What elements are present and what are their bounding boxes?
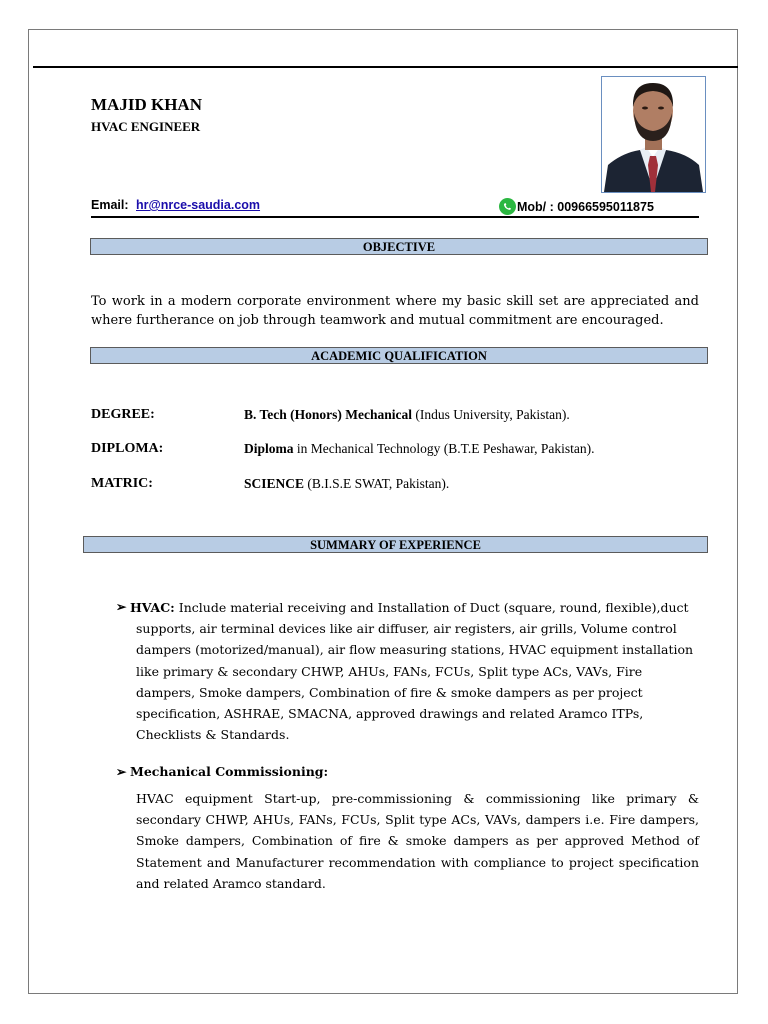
email-link[interactable]: hr@nrce-saudia.com	[136, 198, 261, 212]
mobile-text: Mob/ : 00966595011875	[517, 200, 654, 214]
experience-commissioning-text: HVAC equipment Start-up, pre-commissioning & commissioning like primary & secondary CHWP, AHUs, FANs, FCUs, Split type ACs, VAVs, dampers i.e. Fire dampers, Smoke dampers, Combination of fire & smoke dampers as per approved Method of Statement and Manufacturer recommendation with compliance to project specification and related Aramco standard.	[136, 791, 699, 891]
candidate-title: HVAC ENGINEER	[91, 119, 201, 134]
whatsapp-icon	[499, 198, 516, 215]
qualification-label: MATRIC:	[91, 476, 153, 491]
qualification-label: DEGREE:	[91, 407, 155, 422]
section-bar-experience	[83, 536, 708, 553]
contact-row	[91, 195, 699, 218]
qualification-label: DIPLOMA:	[91, 441, 164, 456]
header-rule	[33, 66, 738, 68]
arrow-bullet-icon: ➢	[116, 764, 127, 779]
candidate-name: MAJID KHAN	[91, 95, 202, 114]
profile-photo	[601, 76, 706, 193]
section-title-academic: ACADEMIC QUALIFICATION	[311, 349, 487, 363]
mobile-number	[499, 198, 654, 215]
arrow-bullet-icon: ➢	[116, 599, 127, 614]
section-title-objective: OBJECTIVE	[362, 240, 436, 254]
qualification-value: B. Tech (Honors) Mechanical (Indus University, Pakistan).	[244, 407, 570, 422]
section-bar-objective	[90, 238, 708, 255]
experience-hvac-label: HVAC:	[130, 600, 175, 615]
email-label: Email:	[91, 198, 129, 212]
experience-hvac-text: Include material receiving and Installation of Duct (square, round, flexible),duct supports, air terminal devices like air diffuser, air registers, air grills, Volume control dampers (motorized/manual), air flow measuring stations, HVAC equipment installation like primary & secondary CHWP, AHUs, FANs, FCUs, Split type ACs, VAVs, Fire dampers, Smoke dampers, Combination of fire & smoke dampers as per project specification, ASHRAE, SMACNA, approved drawings and related Aramco ITPs, Checklists & Standards.	[136, 600, 694, 743]
experience-commissioning-label: Mechanical Commissioning:	[130, 764, 329, 779]
qualification-value: SCIENCE (B.I.S.E SWAT, Pakistan).	[244, 476, 450, 491]
objective-text: To work in a modern corporate environment where my basic skill set are appreciated and where furtherance on job through teamwork and mutual commitment are encouraged.	[91, 294, 699, 328]
experience-hvac	[130, 597, 705, 745]
section-bar-academic	[90, 347, 708, 364]
section-title-experience: SUMMARY OF EXPERIENCE	[310, 538, 481, 552]
qualification-value: Diploma in Mechanical Technology (B.T.E Peshawar, Pakistan).	[244, 441, 595, 456]
